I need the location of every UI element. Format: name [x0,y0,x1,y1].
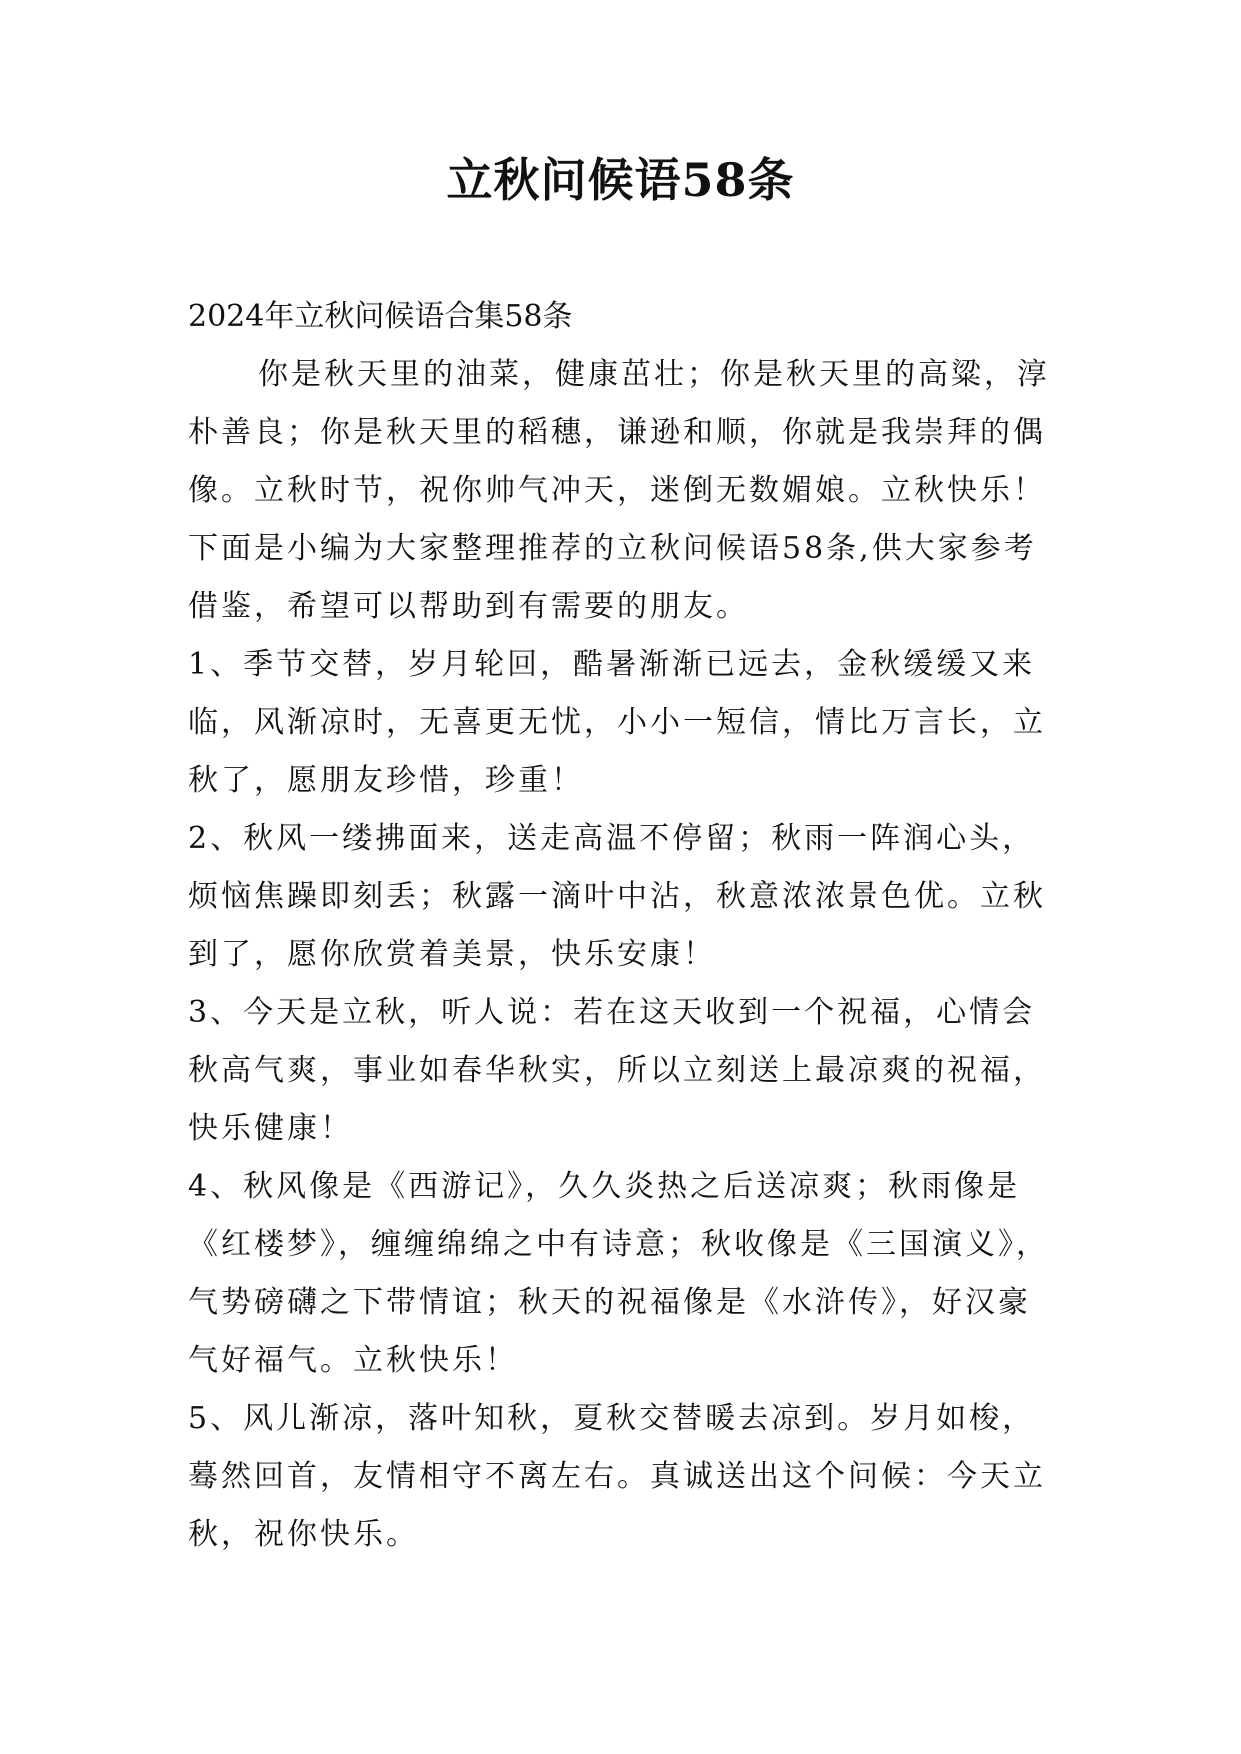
paragraph-line: 气势磅礴之下带情谊；秋天的祝福像是《水浒传》，好汉豪 [188,1285,1031,1320]
paragraph-line: 1、季节交替，岁月轮回，酷暑渐渐已远去，金秋缓缓又来 [188,647,1036,682]
paragraph-line: 像。立秋时节，祝你帅气冲天，迷倒无数媚娘。立秋快乐！ [188,473,1046,508]
paragraph-line: 蓦然回首，友情相守不离左右。真诚送出这个问候：今天立 [188,1459,1046,1494]
paragraph-line: 朴善良；你是秋天里的稻穗，谦逊和顺，你就是我崇拜的偶 [188,415,1046,450]
paragraph-line: 到了，愿你欣赏着美景，快乐安康！ [188,937,716,972]
paragraph-line: 烦恼焦躁即刻丢；秋露一滴叶中沾，秋意浓浓景色优。立秋 [188,879,1046,914]
paragraph-line: 临，风渐凉时，无喜更无忧，小小一短信，情比万言长，立 [188,705,1046,740]
paragraph-line: 2、秋风一缕拂面来，送走高温不停留；秋雨一阵润心头， [188,821,1036,856]
paragraph-line: 你是秋天里的油菜，健康茁壮；你是秋天里的高粱，淳 [258,357,1050,392]
document-body [188,288,1068,1564]
paragraph-line: 秋，祝你快乐。 [188,1517,419,1552]
paragraph-line: 快乐健康！ [188,1111,353,1146]
page-title: 立秋问候语58条 [446,153,795,207]
paragraph-line: 5、风儿渐凉，落叶知秋，夏秋交替暖去凉到。岁月如梭， [188,1401,1036,1436]
paragraph-line: 秋了，愿朋友珍惜，珍重！ [188,763,584,798]
paragraph-line: 《红楼梦》，缠缠绵绵之中有诗意；秋收像是《三国演义》， [188,1227,1049,1262]
paragraph-line: 借鉴，希望可以帮助到有需要的朋友。 [188,589,749,624]
paragraph-line: 下面是小编为大家整理推荐的立秋问候语58条,供大家参考 [188,531,1037,566]
paragraph-line: 4、秋风像是《西游记》，久久炎热之后送凉爽；秋雨像是 [188,1169,1021,1204]
paragraph-line: 秋高气爽，事业如春华秋实，所以立刻送上最凉爽的祝福， [188,1053,1046,1088]
paragraph-line: 3、今天是立秋，听人说：若在这天收到一个祝福，心情会 [188,995,1036,1030]
paragraph-line: 气好福气。立秋快乐！ [188,1343,518,1378]
document-subtitle: 2024年立秋问候语合集58条 [188,299,573,334]
